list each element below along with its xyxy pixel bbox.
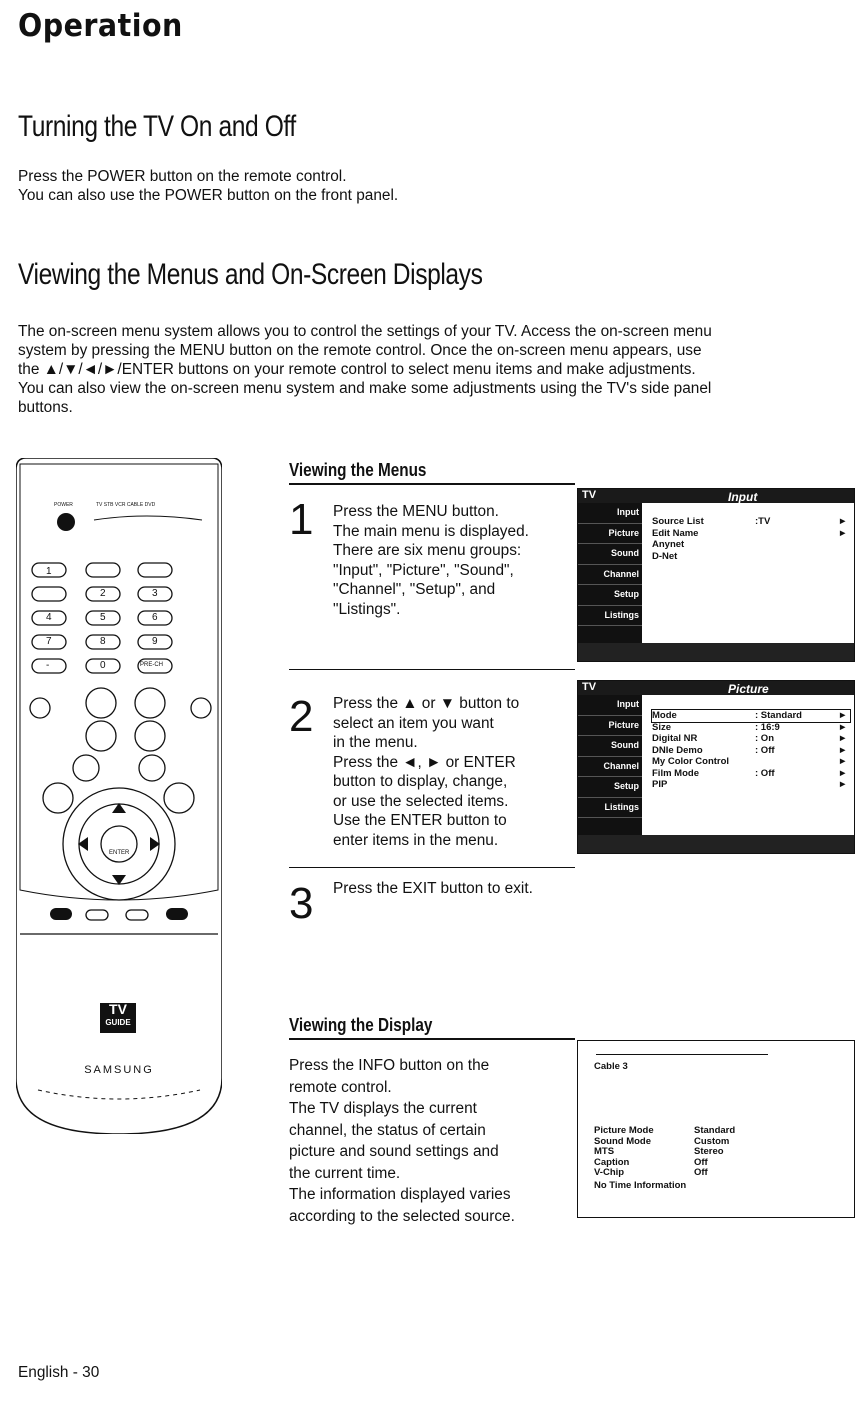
info-row: Caption Off	[594, 1156, 708, 1168]
menus-line: the ▲/▼/◄/►/ENTER buttons on your remote control to select menu items and make adjustments.	[18, 361, 696, 378]
power-line: You can also use the POWER button on the front panel.	[18, 187, 399, 204]
remote-digit-3[interactable]: 3	[152, 588, 158, 599]
remote-digit-8[interactable]: 8	[100, 636, 106, 647]
menus-paragraph	[18, 322, 712, 417]
viewing-display-heading: Viewing the Display	[289, 1015, 433, 1035]
tv-guide-logo-top: TV	[109, 1001, 127, 1017]
osd-side-item[interactable]: Sound	[578, 544, 642, 565]
info-top-rule	[596, 1054, 768, 1055]
heading-rule	[289, 1038, 575, 1040]
viewing-menus-heading: Viewing the Menus	[289, 460, 427, 480]
step-line: select an item you want	[333, 714, 494, 732]
step-line: Press the ◄, ► or ENTER	[333, 753, 516, 771]
osd-tv-label: TV	[582, 489, 597, 501]
osd-row[interactable]: Edit Name ►	[652, 527, 848, 539]
osd-input-menu	[577, 488, 855, 662]
remote-dash-button[interactable]: -	[46, 660, 50, 671]
remote-digit-0[interactable]: 0	[100, 660, 106, 671]
step-1-text	[333, 502, 529, 619]
osd-picture-rows	[652, 710, 850, 791]
osd-row[interactable]: Source List :TV ►	[652, 516, 848, 527]
heading-rule	[289, 483, 575, 485]
display-line: the current time.	[289, 1164, 401, 1182]
osd-row[interactable]: Anynet	[652, 539, 685, 550]
osd-side-item[interactable]: Setup	[578, 777, 642, 798]
step-line: The main menu is displayed.	[333, 522, 529, 540]
osd-side-item[interactable]: Sound	[578, 736, 642, 757]
step-number: 2	[289, 692, 314, 741]
remote-digit-4[interactable]: 4	[46, 612, 52, 623]
page-title: Operation	[18, 8, 183, 44]
osd-input-rows	[652, 516, 850, 562]
step-line: Use the ENTER button to	[333, 812, 507, 829]
step-divider	[289, 669, 575, 670]
display-line: Press the INFO button on the	[289, 1057, 490, 1074]
menus-line: buttons.	[18, 399, 73, 416]
remote-brand: SAMSUNG	[84, 1064, 154, 1076]
osd-row[interactable]: Digital NR : On ►	[652, 733, 848, 744]
info-display-screen	[577, 1040, 855, 1218]
info-row: V-Chip Off	[594, 1167, 708, 1178]
remote-digit-1[interactable]: 1	[46, 566, 52, 577]
menus-line: system by pressing the MENU button on the remote control. Once the on-screen menu appears, use	[18, 342, 702, 359]
osd-row[interactable]: My Color Control ►	[652, 756, 848, 767]
osd-side-item[interactable]: Channel	[578, 757, 642, 778]
osd-row-selected[interactable]: Mode : Standard ►	[652, 710, 850, 722]
section-heading-menus: Viewing the Menus and On-Screen Displays	[18, 258, 483, 291]
osd-side-menu	[578, 695, 642, 835]
info-row: MTS Stereo	[594, 1146, 724, 1157]
step-line: Press the MENU button.	[333, 503, 499, 520]
step-line: Press the ▲ or ▼ button to	[333, 695, 520, 712]
step-line: enter items in the menu.	[333, 831, 499, 849]
osd-side-menu	[578, 503, 642, 643]
info-channel: Cable 3	[594, 1061, 628, 1072]
remote-prech-button[interactable]: PRE-CH	[140, 662, 164, 668]
remote-digit-7[interactable]: 7	[46, 636, 52, 647]
info-row: Sound Mode Custom	[594, 1135, 730, 1147]
step-line: "Channel", "Setup", and	[333, 581, 496, 598]
step-number: 3	[289, 879, 314, 928]
osd-row[interactable]: PIP ►	[652, 779, 848, 790]
osd-side-item[interactable]: Listings	[578, 606, 642, 627]
step-line: or use the selected items.	[333, 792, 509, 810]
section-heading-power: Turning the TV On and Off	[18, 110, 296, 143]
step-line: button to display, change,	[333, 773, 508, 790]
step-2-text	[333, 694, 519, 850]
display-line: The information displayed varies	[289, 1186, 511, 1203]
remote-digit-2[interactable]: 2	[100, 588, 106, 599]
osd-title: Picture	[728, 682, 769, 696]
osd-side-item[interactable]: Input	[578, 695, 642, 716]
step-number: 1	[289, 495, 314, 544]
osd-row[interactable]: D-Net	[652, 550, 678, 562]
display-line: remote control.	[289, 1078, 392, 1096]
menus-line: You can also view the on-screen menu system and make some adjustments using the TV's side panel	[18, 380, 712, 397]
osd-row[interactable]: DNIe Demo : Off ►	[652, 744, 848, 756]
display-line: picture and sound settings and	[289, 1143, 499, 1160]
osd-side-item[interactable]: Listings	[578, 798, 642, 819]
tv-guide-logo-bottom: GUIDE	[105, 1018, 131, 1027]
osd-row[interactable]: Size : 16:9 ►	[652, 721, 848, 733]
osd-side-item[interactable]: Channel	[578, 565, 642, 586]
remote-mode-label: TV STB VCR CABLE DVD	[96, 502, 156, 508]
display-line: The TV displays the current	[289, 1100, 477, 1117]
power-paragraph	[18, 167, 398, 205]
osd-side-item[interactable]: Picture	[578, 524, 642, 545]
step-line: in the menu.	[333, 734, 418, 751]
osd-side-item[interactable]: Picture	[578, 716, 642, 737]
remote-digit-6[interactable]: 6	[152, 612, 158, 623]
osd-row[interactable]: Film Mode : Off ►	[652, 767, 848, 779]
info-settings-table	[594, 1126, 735, 1179]
osd-side-item[interactable]: Setup	[578, 585, 642, 606]
menus-line: The on-screen menu system allows you to control the settings of your TV. Access the on-screen menu	[18, 323, 712, 340]
osd-side-item[interactable]: Input	[578, 503, 642, 524]
remote-digit-5[interactable]: 5	[100, 612, 106, 623]
step-3-text	[333, 879, 533, 899]
display-line: according to the selected source.	[289, 1207, 515, 1225]
remote-digit-9[interactable]: 9	[152, 636, 158, 647]
info-row: Picture Mode Standard	[594, 1125, 736, 1136]
viewing-display-paragraph	[289, 1055, 515, 1227]
display-line: channel, the status of certain	[289, 1121, 486, 1139]
step-line: "Input", "Picture", "Sound",	[333, 561, 514, 579]
page-footer: English - 30	[18, 1364, 100, 1381]
osd-picture-menu	[577, 680, 855, 854]
step-divider	[289, 867, 575, 868]
osd-title: Input	[728, 490, 758, 504]
info-time-note: No Time Information	[594, 1180, 687, 1191]
power-line: Press the POWER button on the remote control.	[18, 168, 347, 185]
step-line: "Listings".	[333, 600, 401, 618]
remote-enter-label: ENTER	[109, 850, 130, 856]
osd-tv-label: TV	[582, 681, 597, 693]
step-line: There are six menu groups:	[333, 542, 522, 559]
step-line: Press the EXIT button to exit.	[333, 880, 533, 897]
remote-control-illustration	[16, 458, 222, 1134]
remote-power-label: POWER	[54, 502, 73, 508]
